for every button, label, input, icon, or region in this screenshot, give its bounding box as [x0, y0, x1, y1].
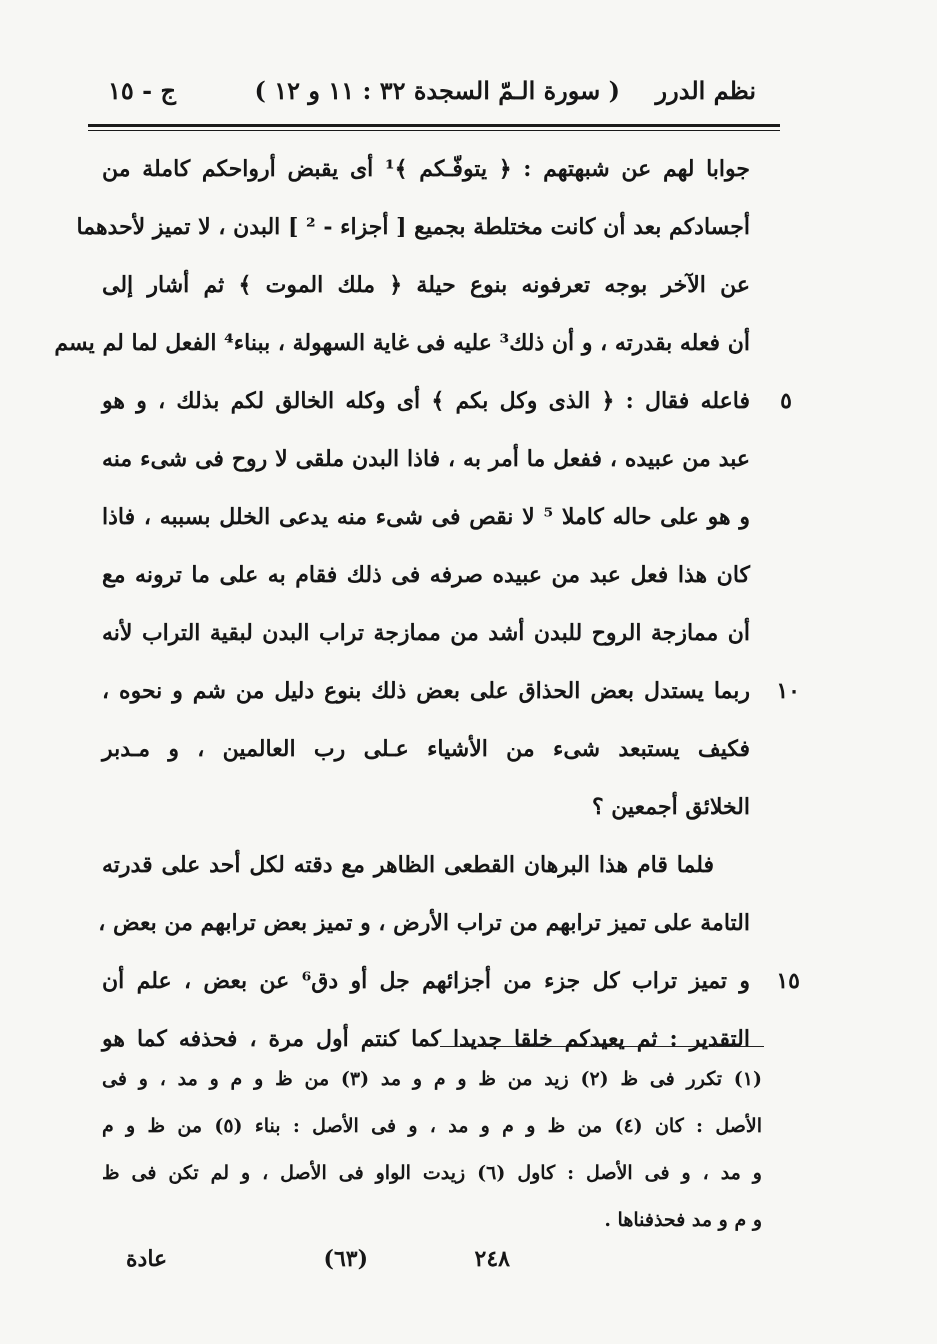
text-line: الخلائق أجمعين ؟: [591, 794, 750, 820]
text-line: و هو على حاله كاملا ⁵ لا نقص فى شىء منه يدعى الخلل بسببه ، فاذا: [102, 504, 750, 530]
text-line: ١٠ ربما يستدل بعض الحذاق على بعض ذلك بنوع دليل من شم و نحوه ،: [102, 662, 750, 720]
line-number: ١٠: [776, 678, 800, 704]
catchword: عادة: [126, 1246, 168, 1272]
text-line: جوابا لهم عن شبهتهم : ﴿ يتوفّـكم ﴾¹ أى يقبض أرواحكم كاملة من: [102, 156, 751, 182]
text-line: التامة على تميز ترابهم من تراب الأرض ، و تميز بعض ترابهم من بعض ،: [98, 910, 750, 936]
text-line: أن ممازجة الروح للبدن أشد من ممازجة تراب البدن لبقية التراب لأنه: [102, 620, 750, 646]
running-header: [100, 72, 780, 112]
text-line: أجسادكم بعد أن كانت مختلطة بجميع [ أجزاء - ² ] البدن ، لا تميز لأحدهما: [76, 214, 750, 240]
page-footer: [100, 1240, 780, 1280]
text-line: عن الآخر بوجه تعرفونه بنوع حيلة ﴿ ملك الموت ﴾ ثم أشار إلى: [102, 272, 750, 298]
text-line: ٥ فاعله فقال : ﴿ الذى وكل بكم ﴾ أى وكله الخالق لكم بذلك ، و هو: [102, 372, 750, 430]
text-line: التقدير : ثم يعيدكم خلقا جديدا كما كنتم أول مرة ، فحذفه كما هو: [102, 1026, 750, 1052]
text-line: فلما قام هذا البرهان القطعى الظاهر مع دقته لكل أحد على قدرته: [102, 852, 714, 878]
book-title: نظم الدرر: [655, 76, 756, 105]
surah-reference: ( سورة الـمّ السجدة ٣٢ : ١١ و ١٢ ): [254, 76, 620, 105]
text-line: عبد من عبيده ، ففعل ما أمر به ، فاذا البدن ملقى لا روح فى شىء منه: [102, 446, 750, 472]
footnote-line: و م و مد فحذفناها .: [604, 1209, 762, 1231]
main-text: [54, 140, 800, 1068]
text-line: كان هذا فعل عبد من عبيده صرفه فى ذلك فقام به على ما ترونه مع: [102, 562, 750, 588]
page-number: ٢٤٨: [474, 1246, 510, 1272]
footnotes: [102, 1056, 762, 1244]
footnote-separator: [440, 1046, 764, 1047]
text-line: ١٥ و تميز تراب كل جزء من أجزائهم جل أو دق⁶ عن بعض ، علم أن: [102, 952, 750, 1010]
line-number: ١٥: [776, 968, 800, 994]
line-number: ٥: [780, 388, 792, 414]
header-rule-thick: [88, 124, 780, 127]
part-reference: ج - ١٥: [108, 76, 176, 105]
text-line: فكيف يستبعد شىء من الأشياء عـلى رب العالمين ، و مـدبر: [102, 736, 750, 762]
footnote-line: الأصل : كان (٤) من ظ و م و مد ، و فى الأصل : بناء (٥) من ظ و م: [102, 1115, 762, 1137]
signature-mark: (٦٣): [323, 1246, 368, 1272]
header-rule-thin: [88, 130, 780, 131]
text-line: أن فعله بقدرته ، و أن ذلك³ عليه فى غاية السهولة ، ببناء⁴ الفعل لما لم يسم: [54, 330, 750, 356]
footnote-line: (١) تكرر فى ظ (٢) زيد من ظ و م و مد (٣) من ظ و م و مد ، و فى: [102, 1068, 763, 1090]
footnote-line: و مد ، و فى الأصل : كاول (٦) زيدت الواو فى الأصل ، و لم تكن فى ظ: [102, 1162, 762, 1184]
